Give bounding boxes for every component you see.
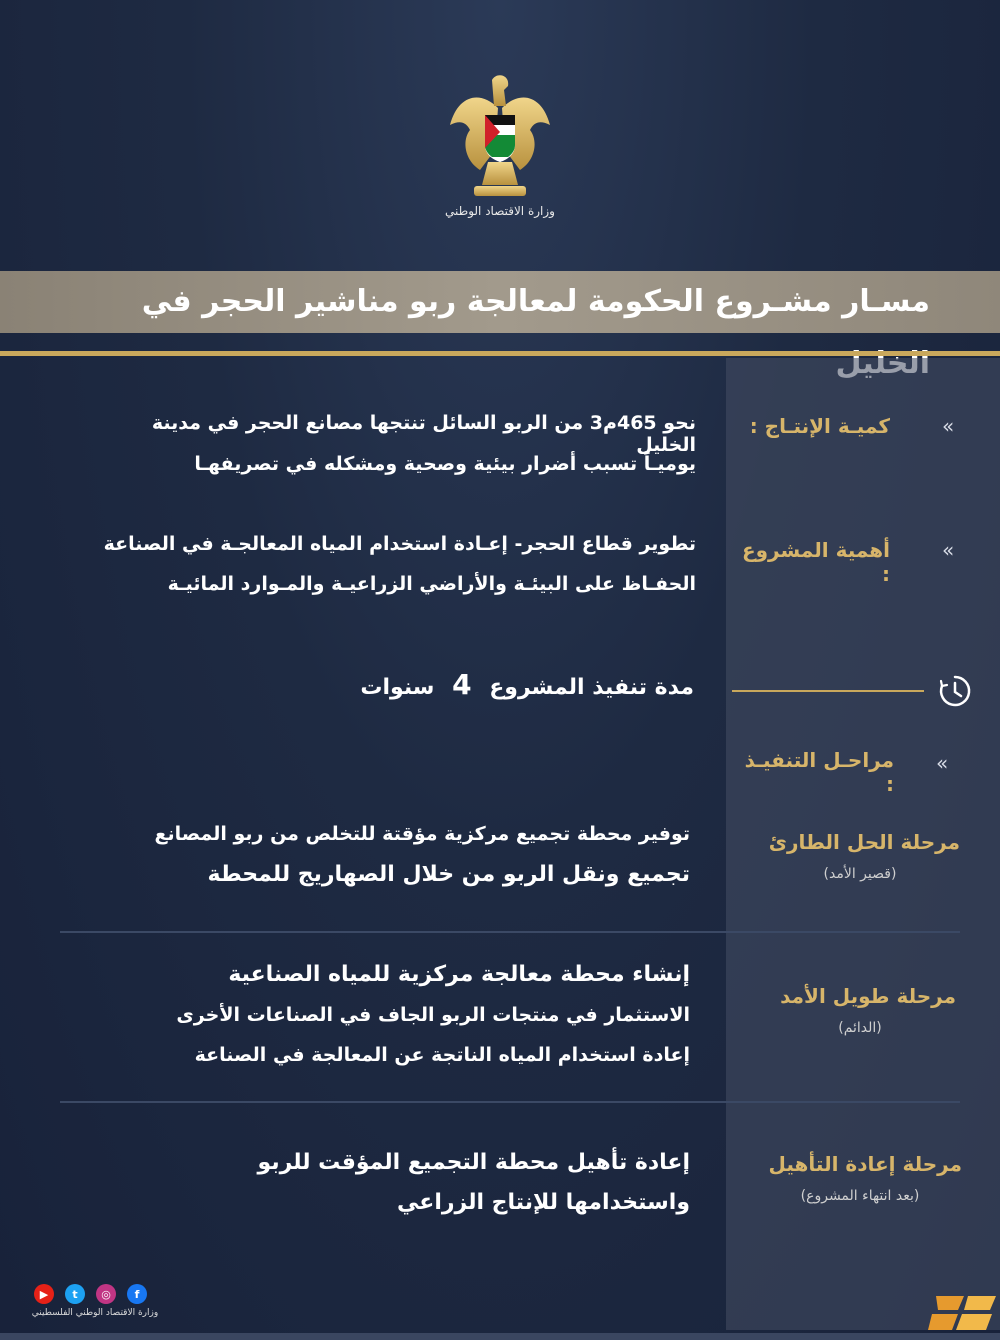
- phase-1-sub: (قصير الأمد): [823, 866, 897, 882]
- phase-divider: [60, 931, 960, 933]
- importance-label: أهمية المشروع :: [741, 538, 890, 586]
- phase-2-line-2: الاستثمار في منتجات الربو الجاف في الصناعات الأخرى: [176, 1004, 690, 1026]
- phase-3-sub: (بعد انتهاء المشروع): [800, 1188, 920, 1204]
- youtube-icon[interactable]: ▶: [34, 1284, 54, 1304]
- publisher-logo-icon: [928, 1290, 998, 1336]
- production-line-2: يوميـاً تسبب أضرار بيئية وصحية ومشكله في تصريفهـا: [194, 453, 696, 475]
- facebook-icon[interactable]: f: [127, 1284, 147, 1304]
- phase-2-sub: (الدائم): [838, 1020, 882, 1036]
- footer-bar: [0, 1333, 1000, 1340]
- gold-divider: [0, 351, 1000, 356]
- phase-1-line-1: توفير محطة تجميع مركزية مؤقتة للتخلص من ربو المصانع: [154, 823, 690, 845]
- production-line-1: نحو 465م3 من الربو السائل تنتجها مصانع الحجر في مدينة الخليل: [151, 412, 696, 456]
- ministry-name: وزارة الاقتصاد الوطني: [445, 204, 555, 218]
- page-title: مسـار مشـروع الحكومة لمعالجة ربو مناشير الحجر في: [141, 284, 930, 319]
- double-chevron-left-icon: «: [942, 414, 951, 438]
- phase-2-label: مرحلة طويل الأمد: [780, 984, 956, 1008]
- duration-label: مدة تنفيذ المشروع: [489, 675, 694, 700]
- phase-divider: [60, 1101, 960, 1103]
- phase-1-line-2: تجميع ونقل الربو من خلال الصهاريج للمحطة: [207, 862, 690, 887]
- double-chevron-left-icon: «: [942, 538, 951, 562]
- social-caption: وزارة الاقتصاد الوطني الفلسطيني: [31, 1308, 159, 1318]
- duration-text: [300, 668, 694, 701]
- production-label: كميـة الإنتـاج :: [749, 414, 890, 438]
- phase-3-line-2: واستخدامها للإنتاج الزراعي: [397, 1190, 690, 1215]
- duration-unit: سنوات: [360, 675, 435, 700]
- phase-1-label: مرحلة الحل الطارئ: [768, 830, 960, 854]
- phase-2-line-1: إنشاء محطة معالجة مركزية للمياه الصناعية: [228, 962, 690, 987]
- phase-3-label: مرحلة إعادة التأهيل: [768, 1152, 962, 1176]
- importance-line-2: الحفـاظ على البيئـة والأراضي الزراعيـة والمـوارد المائيـة: [167, 573, 696, 595]
- twitter-icon[interactable]: t: [65, 1284, 85, 1304]
- instagram-icon[interactable]: ◎: [96, 1284, 116, 1304]
- palestine-eagle-emblem-icon: [440, 70, 560, 210]
- clock-icon: [938, 674, 972, 708]
- importance-line-1: تطوير قطاع الحجر- إعـادة استخدام المياه المعالجـة في الصناعة: [103, 533, 696, 555]
- phases-heading: مراحـل التنفيـذ :: [744, 748, 894, 796]
- duration-number: 4: [452, 668, 472, 701]
- social-icons: [34, 1284, 147, 1304]
- double-chevron-left-icon: «: [936, 751, 945, 775]
- duration-divider: [732, 690, 924, 692]
- phase-3-line-1: إعادة تأهيل محطة التجميع المؤقت للربو: [257, 1150, 690, 1175]
- phase-2-line-3: إعادة استخدام المياه الناتجة عن المعالجة في الصناعة: [194, 1044, 690, 1066]
